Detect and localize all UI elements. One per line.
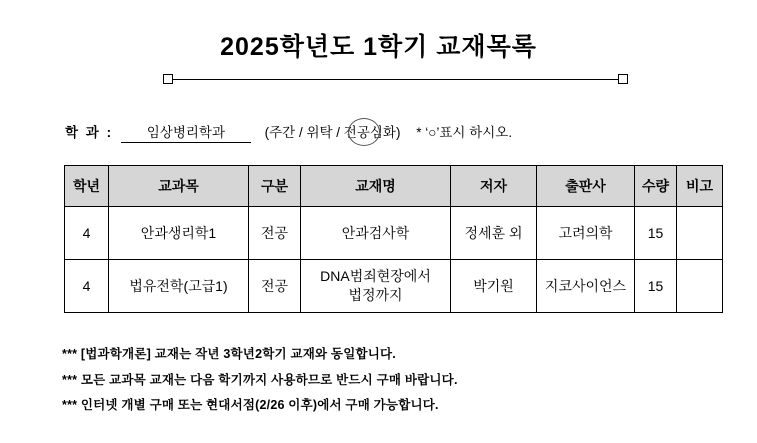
column-header-note: 비고: [677, 166, 723, 207]
title-divider: [163, 74, 628, 85]
divider-cap-left: [163, 74, 173, 84]
table-row: [65, 260, 723, 313]
cell-type: 전공: [249, 260, 301, 313]
cell-course: 안과생리학1: [109, 207, 249, 260]
cell-publisher: 고려의학: [537, 207, 635, 260]
cell-course: 법유전학(고급1): [109, 260, 249, 313]
notes-block: [62, 348, 722, 425]
department-option-selected: 전공심: [344, 121, 383, 141]
table-header-row: [65, 166, 723, 207]
department-options-prefix: (주간 / 위탁 /: [264, 125, 344, 140]
table-row: [65, 207, 723, 260]
note-line: *** [법과학개론] 교재는 작년 3학년2학기 교재와 동일합니다.: [62, 347, 396, 361]
department-options-suffix: 화): [382, 125, 401, 140]
cell-book: DNA범죄현장에서 법정까지: [301, 260, 451, 313]
column-header-qty: 수량: [635, 166, 677, 207]
note-line: *** 모든 교과목 교재는 다음 학기까지 사용하므로 반드시 구매 바랍니다.: [62, 372, 458, 387]
cell-grade: 4: [65, 207, 109, 260]
column-header-grade: 학년: [65, 166, 109, 207]
cell-publisher: 지코사이언스: [537, 260, 635, 313]
department-instruction: * ‘○’표시 하시오.: [416, 125, 513, 140]
column-header-course: 교과목: [109, 166, 249, 207]
cell-note: [677, 207, 723, 260]
cell-grade: 4: [65, 260, 109, 313]
cell-author: 박기원: [451, 260, 537, 313]
department-value: 임상병리학과: [121, 121, 251, 143]
department-label: 학 과 :: [65, 125, 114, 140]
department-options: [265, 125, 405, 140]
cell-author: 정세훈 외: [451, 207, 537, 260]
cell-book: 안과검사학: [301, 207, 451, 260]
department-line: [65, 121, 705, 143]
cell-type: 전공: [249, 207, 301, 260]
title-block: [0, 34, 757, 62]
cell-qty: 15: [635, 260, 677, 313]
page-title: 2025학년도 1학기 교재목록: [220, 33, 537, 61]
column-header-type: 구분: [249, 166, 301, 207]
note-line: *** 인터넷 개별 구매 또는 현대서점(2/26 이후)에서 구매 가능합니다.: [62, 398, 439, 412]
cell-note: [677, 260, 723, 313]
column-header-author: 저자: [451, 166, 537, 207]
cell-qty: 15: [635, 207, 677, 260]
divider-cap-right: [618, 74, 628, 84]
booklist-table: [64, 165, 723, 313]
divider-line: [163, 79, 628, 80]
column-header-book: 교재명: [301, 166, 451, 207]
column-header-publisher: 출판사: [537, 166, 635, 207]
